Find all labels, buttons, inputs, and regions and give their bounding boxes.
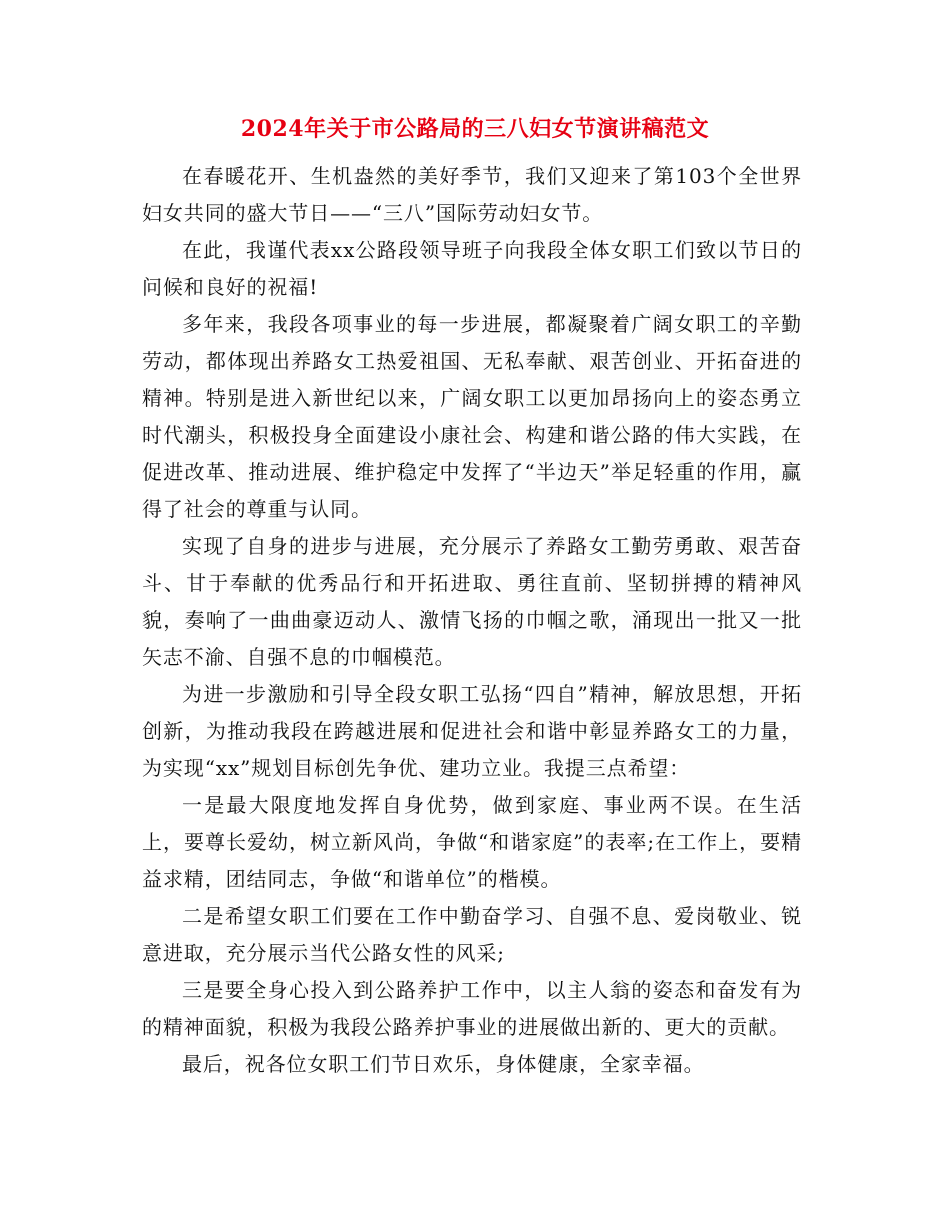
paragraph-8: 三是要全身心投入到公路养护工作中，以主人翁的姿态和奋发有为的精神面貌，积极为我段公路养护事业的进展做出新的、更大的贡献。 [142,978,802,1039]
paragraph-1: 在春暖花开、生机盎然的美好季节，我们又迎来了第103个全世界妇女共同的盛大节日——“三八”国际劳动妇女节。 [142,164,802,225]
document-body [142,158,802,1083]
document-title: 2024年关于市公路局的三八妇女节演讲稿范文 [240,116,710,142]
paragraph-6: 一是最大限度地发挥自身优势，做到家庭、事业两不误。在生活上，要尊长爱幼，树立新风尚，争做“和谐家庭”的表率;在工作上，要精益求精，团结同志，争做“和谐单位”的楷模。 [142,793,802,891]
paragraph-2: 在此，我谨代表xx公路段领导班子向我段全体女职工们致以节日的问候和良好的祝福! [142,238,802,299]
paragraph-7: 二是希望女职工们要在工作中勤奋学习、自强不息、爱岗敬业、锐意进取，充分展示当代公路女性的风采; [142,904,802,965]
paragraph-4: 实现了自身的进步与进展，充分展示了养路女工勤劳勇敢、艰苦奋斗、甘于奉献的优秀品行和开拓进取、勇往直前、坚韧拼搏的精神风貌，奏响了一曲曲豪迈动人、激情飞扬的巾帼之歌，涌现出一批又一批矢志不渝、自强不息的巾帼模范。 [142,534,802,669]
paragraph-9: 最后，祝各位女职工们节日欢乐，身体健康，全家幸福。 [182,1052,705,1076]
paragraph-3: 多年来，我段各项事业的每一步进展，都凝聚着广阔女职工的辛勤劳动，都体现出养路女工热爱祖国、无私奉献、艰苦创业、开拓奋进的精神。特别是进入新世纪以来，广阔女职工以更加昂扬向上的姿态勇立时代潮头，积极投身全面建设小康社会、构建和谐公路的伟大实践，在促进改革、推动进展、维护稳定中发挥了“半边天”举足轻重的作用，赢得了社会的尊重与认同。 [142,312,802,521]
paragraph-5: 为进一步激励和引导全段女职工弘扬“四自”精神，解放思想，开拓创新，为推动我段在跨越进展和促进社会和谐中彰显养路女工的力量，为实现“xx”规划目标创先争优、建功立业。我提三点希望： [142,682,802,780]
